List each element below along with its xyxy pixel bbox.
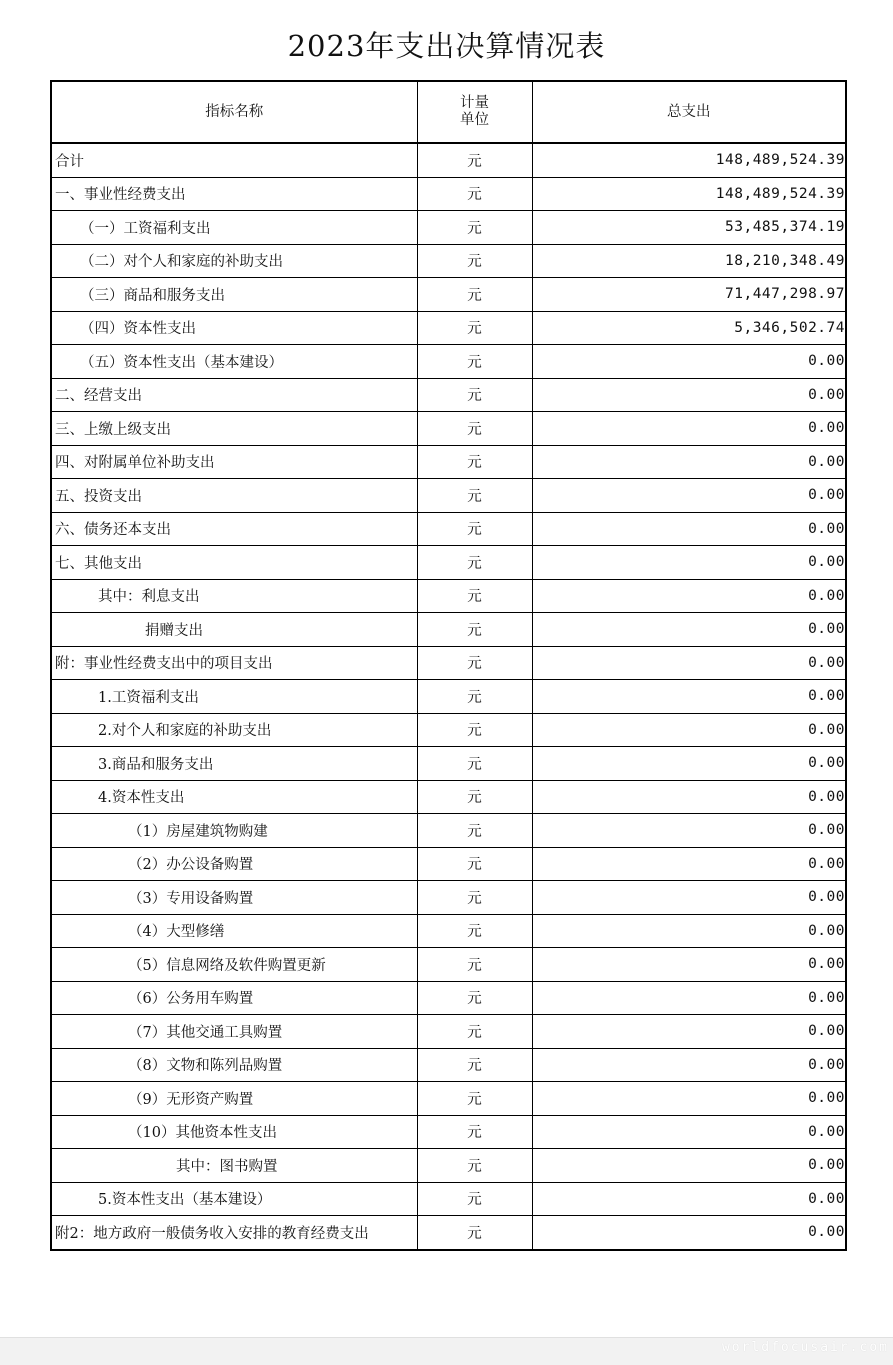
row-unit: 元: [417, 814, 532, 848]
table-row: [51, 680, 846, 714]
table-row: [51, 1082, 846, 1116]
table-row: [51, 780, 846, 814]
table-row: [51, 579, 846, 613]
table-row: [51, 311, 846, 345]
row-unit: 元: [417, 143, 532, 177]
row-name: 4.资本性支出: [51, 780, 417, 814]
row-total: 0.00: [532, 1115, 846, 1149]
row-name: （三）商品和服务支出: [51, 278, 417, 312]
row-total: 0.00: [532, 445, 846, 479]
row-total: 0.00: [532, 646, 846, 680]
row-unit: 元: [417, 345, 532, 379]
row-name: （9）无形资产购置: [51, 1082, 417, 1116]
table-row: [51, 1182, 846, 1216]
header-name: 指标名称: [51, 81, 417, 143]
table-row: [51, 378, 846, 412]
row-unit: 元: [417, 546, 532, 580]
row-total: 18,210,348.49: [532, 244, 846, 278]
table-row: [51, 613, 846, 647]
row-name: （5）信息网络及软件购置更新: [51, 948, 417, 982]
row-unit: 元: [417, 1082, 532, 1116]
table-row: [51, 143, 846, 177]
row-unit: 元: [417, 445, 532, 479]
table-row: [51, 847, 846, 881]
table-row: [51, 1115, 846, 1149]
row-total: 71,447,298.97: [532, 278, 846, 312]
row-name: （1）房屋建筑物购建: [51, 814, 417, 848]
table-row: [51, 512, 846, 546]
row-unit: 元: [417, 244, 532, 278]
row-unit: 元: [417, 780, 532, 814]
row-unit: 元: [417, 378, 532, 412]
row-unit: 元: [417, 177, 532, 211]
table-header-row: [51, 81, 846, 143]
row-total: 0.00: [532, 747, 846, 781]
header-unit: [417, 81, 532, 143]
row-total: 0.00: [532, 512, 846, 546]
row-unit: 元: [417, 881, 532, 915]
row-name: （2）办公设备购置: [51, 847, 417, 881]
table-row: [51, 981, 846, 1015]
row-name: 1.工资福利支出: [51, 680, 417, 714]
header-unit-line2: 单位: [460, 112, 489, 128]
table-row: [51, 646, 846, 680]
row-total: 0.00: [532, 981, 846, 1015]
row-name: （一）工资福利支出: [51, 211, 417, 245]
row-name: （7）其他交通工具购置: [51, 1015, 417, 1049]
row-total: 0.00: [532, 613, 846, 647]
row-unit: 元: [417, 847, 532, 881]
row-unit: 元: [417, 412, 532, 446]
row-unit: 元: [417, 579, 532, 613]
row-unit: 元: [417, 914, 532, 948]
row-unit: 元: [417, 981, 532, 1015]
row-name: （10）其他资本性支出: [51, 1115, 417, 1149]
table-row: [51, 244, 846, 278]
table-body: [51, 143, 846, 1250]
row-unit: 元: [417, 278, 532, 312]
expenditure-table: [50, 80, 847, 1251]
row-name: 附2：地方政府一般债务收入安排的教育经费支出: [51, 1216, 417, 1250]
page-title: 2023年支出决算情况表: [287, 29, 606, 63]
row-name: （3）专用设备购置: [51, 881, 417, 915]
row-total: 0.00: [532, 1216, 846, 1250]
table-row: [51, 412, 846, 446]
row-total: 0.00: [532, 914, 846, 948]
table-row: [51, 211, 846, 245]
header-unit-line1: 计量: [460, 95, 489, 111]
row-name: 2.对个人和家庭的补助支出: [51, 713, 417, 747]
row-total: 0.00: [532, 1149, 846, 1183]
row-unit: 元: [417, 680, 532, 714]
row-name: （6）公务用车购置: [51, 981, 417, 1015]
row-name: 5.资本性支出（基本建设）: [51, 1182, 417, 1216]
table-row: [51, 1149, 846, 1183]
row-total: 0.00: [532, 881, 846, 915]
row-total: 0.00: [532, 680, 846, 714]
watermark-text: worldfocusair.com: [721, 1340, 889, 1355]
table-row: [51, 445, 846, 479]
row-unit: 元: [417, 1216, 532, 1250]
table-row: [51, 914, 846, 948]
row-unit: 元: [417, 613, 532, 647]
row-name: 其中：利息支出: [51, 579, 417, 613]
row-name: 三、上缴上级支出: [51, 412, 417, 446]
row-total: 0.00: [532, 1015, 846, 1049]
row-name: 二、经营支出: [51, 378, 417, 412]
row-unit: 元: [417, 948, 532, 982]
row-total: 0.00: [532, 1082, 846, 1116]
row-total: 0.00: [532, 412, 846, 446]
row-name: 六、债务还本支出: [51, 512, 417, 546]
row-total: 53,485,374.19: [532, 211, 846, 245]
row-total: 0.00: [532, 713, 846, 747]
row-name: （二）对个人和家庭的补助支出: [51, 244, 417, 278]
row-name: （4）大型修缮: [51, 914, 417, 948]
row-name: 五、投资支出: [51, 479, 417, 513]
row-name: 其中：图书购置: [51, 1149, 417, 1183]
row-name: 捐赠支出: [51, 613, 417, 647]
row-name: （8）文物和陈列品购置: [51, 1048, 417, 1082]
row-total: 0.00: [532, 814, 846, 848]
row-unit: 元: [417, 512, 532, 546]
table-row: [51, 546, 846, 580]
header-total: 总支出: [532, 81, 846, 143]
row-name: 3.商品和服务支出: [51, 747, 417, 781]
row-name: 四、对附属单位补助支出: [51, 445, 417, 479]
row-total: 0.00: [532, 1048, 846, 1082]
table-row: [51, 814, 846, 848]
row-name: 一、事业性经费支出: [51, 177, 417, 211]
row-name: （四）资本性支出: [51, 311, 417, 345]
row-total: 0.00: [532, 479, 846, 513]
row-total: 0.00: [532, 780, 846, 814]
row-total: 0.00: [532, 1182, 846, 1216]
row-unit: 元: [417, 1048, 532, 1082]
row-total: 0.00: [532, 579, 846, 613]
table-row: [51, 1216, 846, 1250]
row-unit: 元: [417, 1015, 532, 1049]
table-row: [51, 948, 846, 982]
table-row: [51, 345, 846, 379]
table-row: [51, 479, 846, 513]
table-row: [51, 278, 846, 312]
row-unit: 元: [417, 1182, 532, 1216]
table-row: [51, 713, 846, 747]
row-total: 0.00: [532, 847, 846, 881]
table-row: [51, 881, 846, 915]
row-name: 七、其他支出: [51, 546, 417, 580]
row-total: 0.00: [532, 948, 846, 982]
table-row: [51, 177, 846, 211]
row-unit: 元: [417, 646, 532, 680]
row-total: 0.00: [532, 345, 846, 379]
row-unit: 元: [417, 713, 532, 747]
row-unit: 元: [417, 311, 532, 345]
row-name: 合计: [51, 143, 417, 177]
row-name: （五）资本性支出（基本建设）: [51, 345, 417, 379]
row-total: 5,346,502.74: [532, 311, 846, 345]
row-name: 附：事业性经费支出中的项目支出: [51, 646, 417, 680]
row-unit: 元: [417, 1149, 532, 1183]
table-row: [51, 1015, 846, 1049]
row-total: 0.00: [532, 546, 846, 580]
row-total: 0.00: [532, 378, 846, 412]
row-total: 148,489,524.39: [532, 177, 846, 211]
table-row: [51, 747, 846, 781]
row-unit: 元: [417, 211, 532, 245]
row-unit: 元: [417, 1115, 532, 1149]
row-unit: 元: [417, 479, 532, 513]
table-row: [51, 1048, 846, 1082]
row-unit: 元: [417, 747, 532, 781]
row-total: 148,489,524.39: [532, 143, 846, 177]
